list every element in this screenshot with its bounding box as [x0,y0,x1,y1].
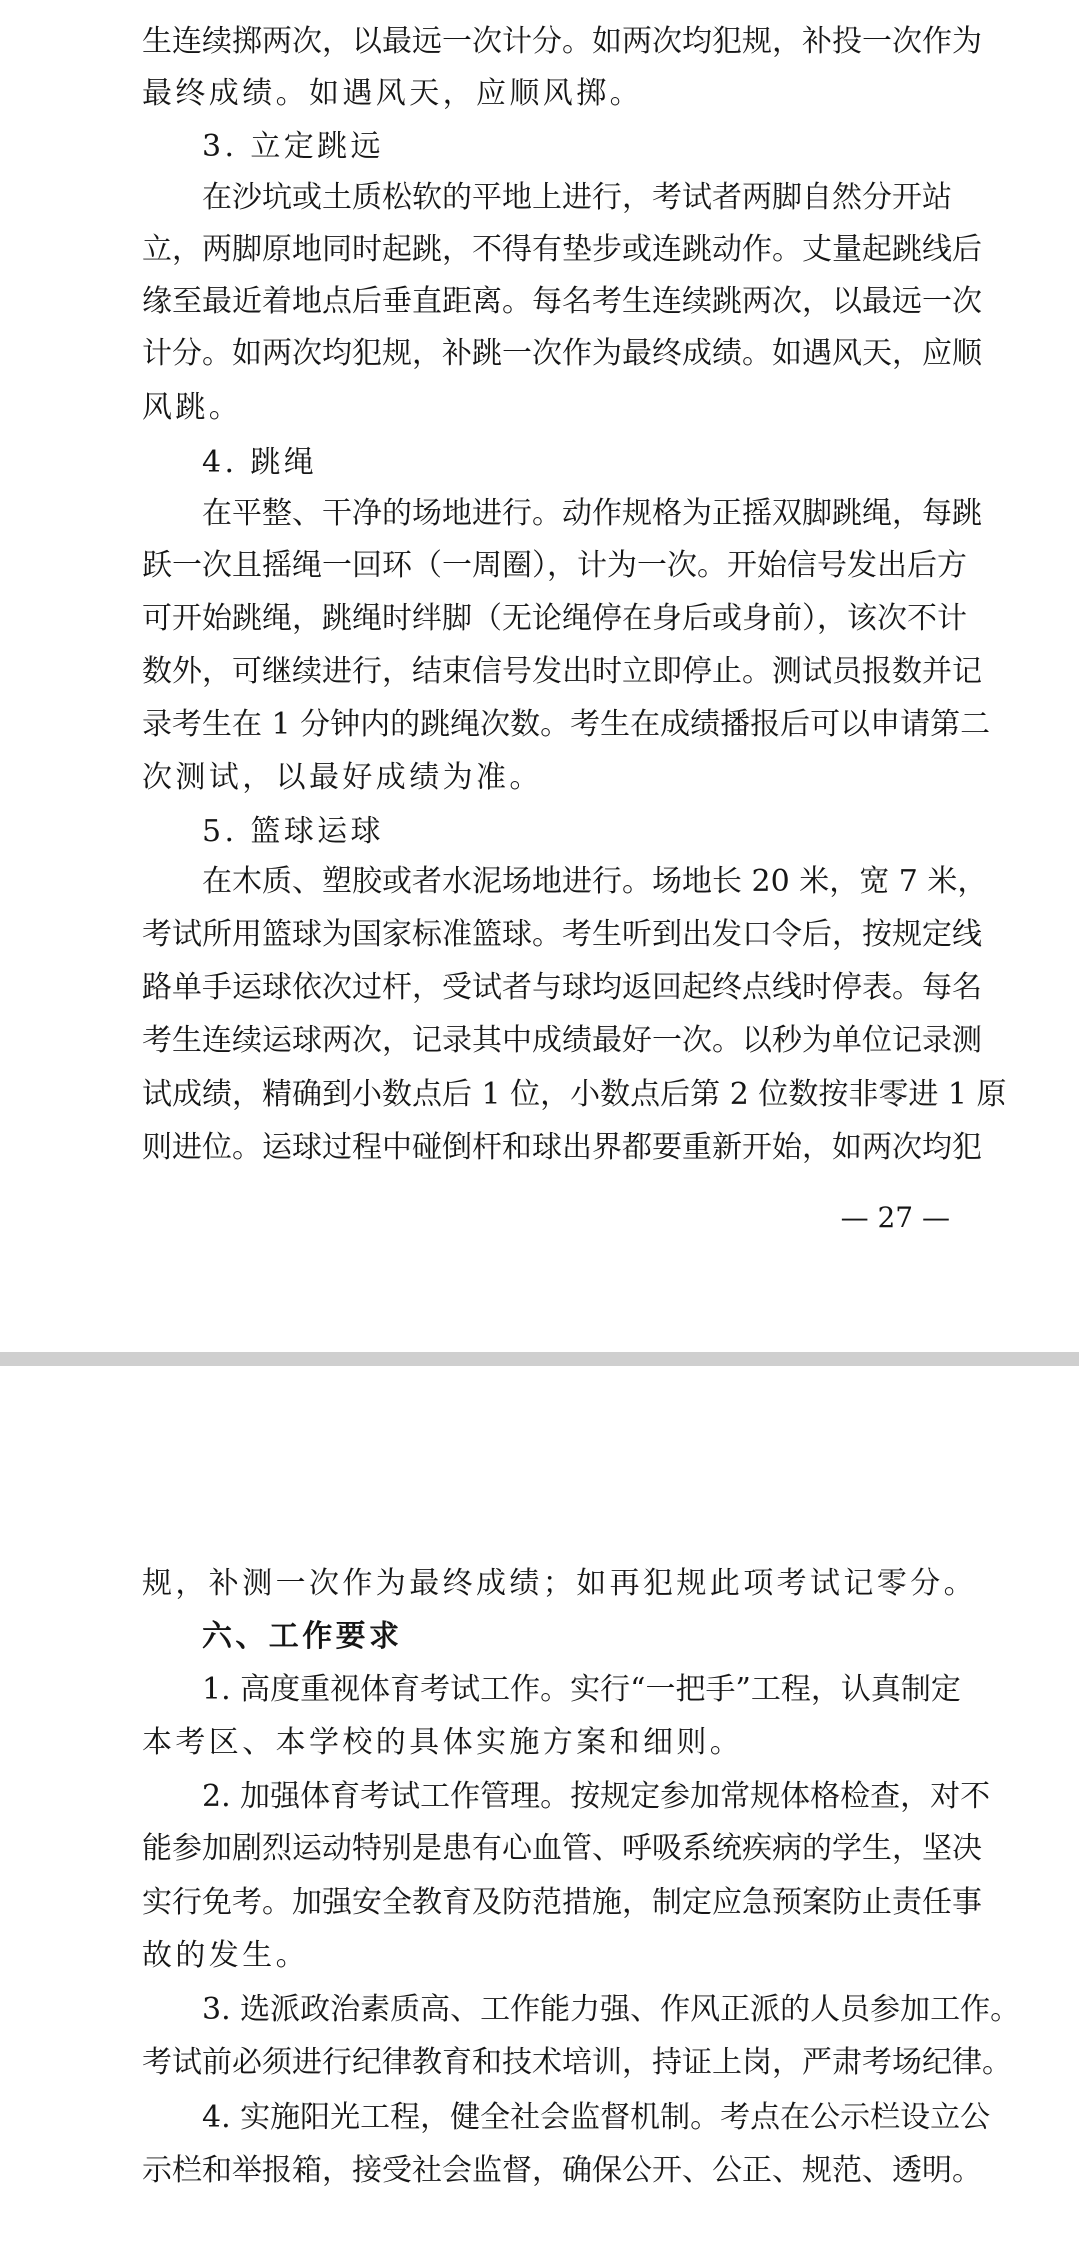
text-line: 能参加剧烈运动特别是患有心血管、呼吸系统疾病的学生，坚决 [142,1831,982,1866]
page-separator [0,1352,1079,1366]
text-line: 2. 加强体育考试工作管理。按规定参加常规体格检查，对不 [202,1779,991,1814]
section-heading: 3. 立定跳远 [202,129,384,164]
text-line: 可开始跳绳，跳绳时绊脚（无论绳停在身后或身前），该次不计 [142,601,967,636]
page-number: — 27 — [840,1201,950,1234]
text-line: 计分。如两次均犯规，补跳一次作为最终成绩。如遇风天，应顺 [142,336,982,371]
text-line: 路单手运球依次过杆，受试者与球均返回起终点线时停表。每名 [142,970,982,1005]
text-line: 在木质、塑胶或者水泥场地进行。场地长 20 米，宽 7 米， [202,864,988,899]
text-line: 最终成绩。如遇风天，应顺风掷。 [142,76,643,111]
text-line: 规，补测一次作为最终成绩；如再犯规此项考试记零分。 [142,1566,977,1601]
text-line: 风跳。 [142,390,243,425]
text-line: 立，两脚原地同时起跳，不得有垫步或连跳动作。丈量起跳线后 [142,232,982,267]
text-line: 生连续掷两次，以最远一次计分。如两次均犯规，补投一次作为 [142,24,982,59]
text-line: 在沙坑或土质松软的平地上进行，考试者两脚自然分开站 [202,180,952,215]
text-line: 缘至最近着地点后垂直距离。每名考生连续跳两次，以最远一次 [142,284,982,319]
section-heading: 5. 篮球运球 [202,814,384,849]
text-line: 3. 选派政治素质高、工作能力强、作风正派的人员参加工作。 [202,1992,1021,2027]
text-line: 数外，可继续进行，结束信号发出时立即停止。测试员报数并记 [142,654,982,689]
text-line: 故的发生。 [142,1938,309,1973]
text-line: 1. 高度重视体育考试工作。实行“一把手”工程，认真制定 [202,1672,961,1707]
text-line: 录考生在 1 分钟内的跳绳次数。考生在成绩播报后可以申请第二 [142,707,991,742]
document-page-28 [0,1366,1079,2256]
text-line: 考试前必须进行纪律教育和技术培训，持证上岗，严肃考场纪律。 [142,2045,1012,2080]
text-line: 实行免考。加强安全教育及防范措施，制定应急预案防止责任事 [142,1885,982,1920]
text-line: 在平整、干净的场地进行。动作规格为正摇双脚跳绳，每跳 [202,496,982,531]
section-heading: 六、工作要求 [202,1619,403,1654]
text-line: 4. 实施阳光工程，健全社会监督机制。考点在公示栏设立公 [202,2100,991,2135]
text-line: 则进位。运球过程中碰倒杆和球出界都要重新开始，如两次均犯 [142,1130,982,1165]
text-line: 考试所用篮球为国家标准篮球。考生听到出发口令后，按规定线 [142,917,982,952]
text-line: 示栏和举报箱，接受社会监督，确保公开、公正、规范、透明。 [142,2153,982,2188]
text-line: 考生连续运球两次，记录其中成绩最好一次。以秒为单位记录测 [142,1023,982,1058]
text-line: 本考区、本学校的具体实施方案和细则。 [142,1725,744,1760]
text-line: 次测试，以最好成绩为准。 [142,760,543,795]
text-line: 试成绩，精确到小数点后 1 位，小数点后第 2 位数按非零进 1 原 [142,1077,1007,1112]
text-line: 跃一次且摇绳一回环（一周圈），计为一次。开始信号发出后方 [142,548,967,583]
section-heading: 4. 跳绳 [202,445,318,480]
